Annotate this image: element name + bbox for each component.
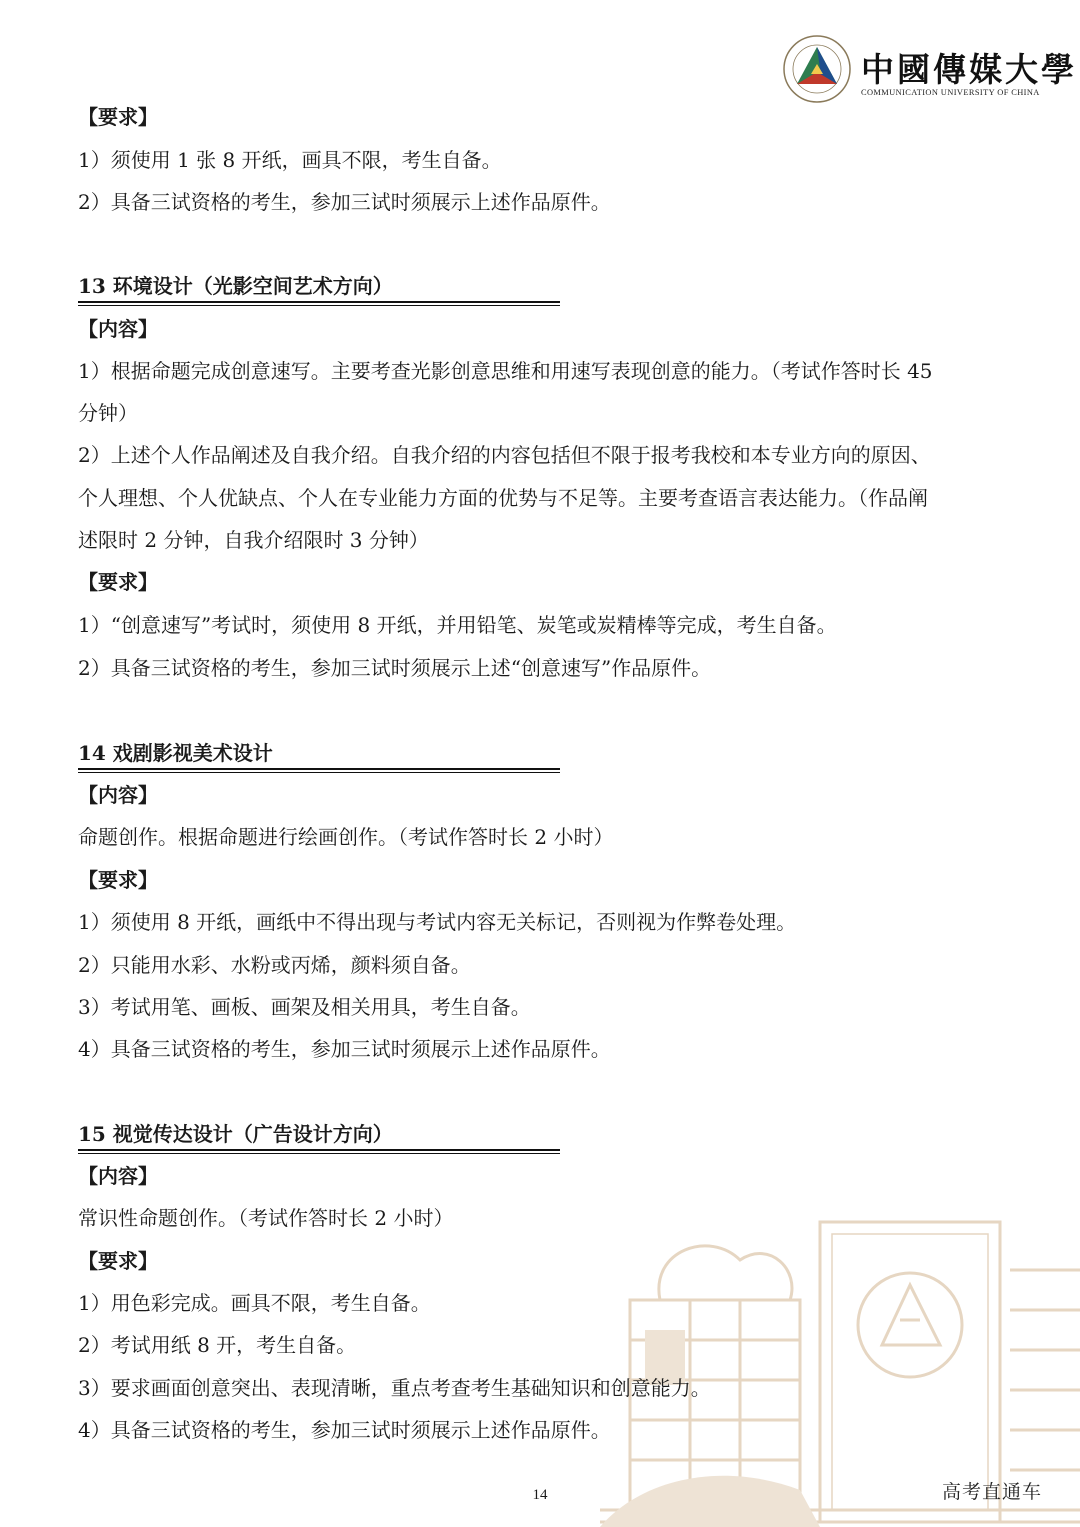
content-tag: 【内容】 bbox=[78, 317, 158, 341]
requirement-item: 1）“创意速写”考试时，须使用 8 开纸，并用铅笔、炭笔或炭精棒等完成，考生自备。 bbox=[78, 613, 837, 637]
requirements-tag: 【要求】 bbox=[78, 105, 158, 129]
requirement-item: 2）考试用纸 8 开，考生自备。 bbox=[78, 1333, 357, 1357]
content-item-continued: 述限时 2 分钟，自我介绍限时 3 分钟） bbox=[78, 528, 429, 552]
requirement-item: 2）具备三试资格的考生，参加三试时须展示上述作品原件。 bbox=[78, 190, 611, 214]
requirement-item: 4）具备三试资格的考生，参加三试时须展示上述作品原件。 bbox=[78, 1037, 611, 1061]
requirement-item: 3）考试用笔、画板、画架及相关用具，考生自备。 bbox=[78, 995, 531, 1019]
heading-underline bbox=[78, 1149, 560, 1154]
logo-english-name: COMMUNICATION UNIVERSITY OF CHINA bbox=[861, 88, 1040, 97]
requirement-item: 1）用色彩完成。画具不限，考生自备。 bbox=[78, 1291, 431, 1315]
source-brand-label: 高考直通车 bbox=[942, 1481, 1043, 1503]
section-heading-14: 14 戏剧影视美术设计 bbox=[78, 741, 273, 765]
content-tag: 【内容】 bbox=[78, 1164, 158, 1188]
requirement-item: 2）具备三试资格的考生，参加三试时须展示上述“创意速写”作品原件。 bbox=[78, 656, 712, 680]
requirement-item: 2）只能用水彩、水粉或丙烯，颜料须自备。 bbox=[78, 953, 471, 977]
content-tag: 【内容】 bbox=[78, 783, 158, 807]
content-item: 1）根据命题完成创意速写。主要考查光影创意思维和用速写表现创意的能力。（考试作答时长 45 bbox=[78, 359, 933, 383]
page-number: 14 bbox=[532, 1487, 548, 1503]
content-item-continued: 个人理想、个人优缺点、个人在专业能力方面的优势与不足等。主要考查语言表达能力。（作品阐 bbox=[78, 486, 928, 510]
section-heading-15: 15 视觉传达设计（广告设计方向） bbox=[78, 1122, 393, 1146]
content-item-continued: 分钟） bbox=[78, 401, 138, 425]
university-emblem-icon bbox=[781, 34, 853, 104]
section-heading-13: 13 环境设计（光影空间艺术方向） bbox=[78, 274, 393, 298]
university-logo bbox=[781, 34, 1077, 104]
requirements-tag: 【要求】 bbox=[78, 868, 158, 892]
requirements-tag: 【要求】 bbox=[78, 570, 158, 594]
content-item: 常识性命题创作。（考试作答时长 2 小时） bbox=[78, 1206, 454, 1230]
requirement-item: 3）要求画面创意突出、表现清晰，重点考查考生基础知识和创意能力。 bbox=[78, 1376, 711, 1400]
content-item: 2）上述个人作品阐述及自我介绍。自我介绍的内容包括但不限于报考我校和本专业方向的原因、 bbox=[78, 443, 931, 467]
requirements-tag: 【要求】 bbox=[78, 1249, 158, 1273]
requirement-item: 1）须使用 1 张 8 开纸，画具不限，考生自备。 bbox=[78, 148, 502, 172]
logo-chinese-name: 中國傳媒大學 bbox=[861, 50, 1077, 89]
requirement-item: 1）须使用 8 开纸，画纸中不得出现与考试内容无关标记，否则视为作弊卷处理。 bbox=[78, 910, 797, 934]
heading-underline bbox=[78, 301, 560, 306]
content-item: 命题创作。根据命题进行绘画创作。（考试作答时长 2 小时） bbox=[78, 825, 614, 849]
requirement-item: 4）具备三试资格的考生，参加三试时须展示上述作品原件。 bbox=[78, 1418, 611, 1442]
heading-underline bbox=[78, 768, 560, 773]
